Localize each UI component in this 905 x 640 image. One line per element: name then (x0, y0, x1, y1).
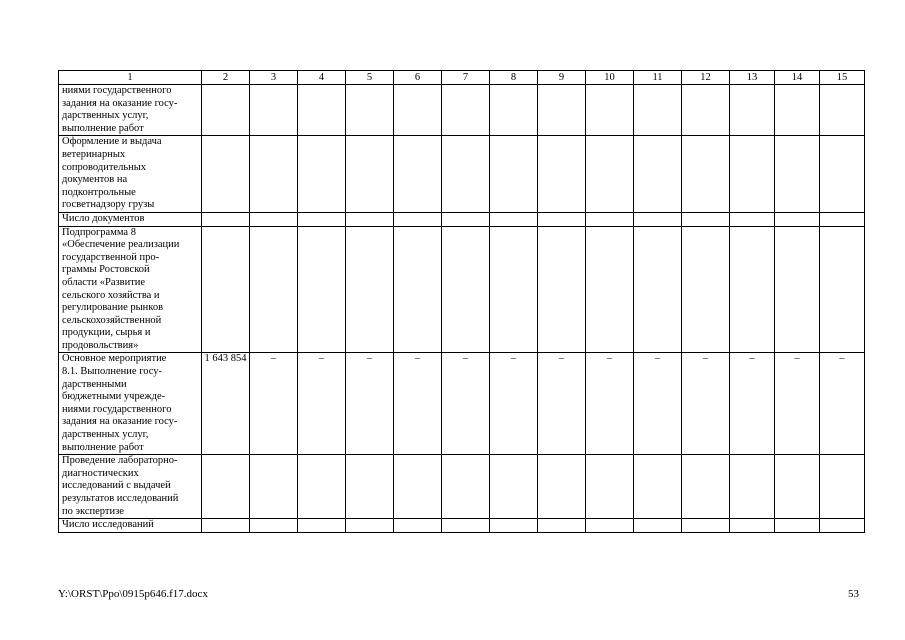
table-cell (298, 519, 346, 533)
table-cell (394, 85, 442, 136)
table-cell (538, 85, 586, 136)
table-cell (538, 212, 586, 226)
table-cell (775, 455, 820, 519)
column-header: 14 (775, 71, 820, 85)
column-header: 4 (298, 71, 346, 85)
row-label-line: сельскохозяйственной (62, 314, 162, 326)
column-header: 8 (490, 71, 538, 85)
row-label-line: 8.1. Выполнение госу- (62, 366, 163, 378)
row-label (59, 136, 202, 213)
table-cell (202, 226, 250, 353)
table-body (59, 85, 865, 533)
table-cell (394, 226, 442, 353)
table-cell (682, 455, 730, 519)
row-label-line: исследований с выдачей (62, 480, 171, 492)
row-label-line: дарственными (62, 378, 127, 390)
row-label-line: документов на (62, 174, 128, 186)
column-header: 15 (820, 71, 865, 85)
row-label (59, 519, 202, 533)
table-cell: – (346, 353, 394, 455)
table-cell (730, 519, 775, 533)
row-label-line: регулирование рынков (62, 302, 164, 314)
table-cell (730, 136, 775, 213)
table-cell (298, 136, 346, 213)
document-file-path: Y:\ORST\Ppo\0915p646.f17.docx (58, 588, 208, 600)
row-label-line: продукции, сырья и (62, 327, 151, 339)
table-cell (490, 136, 538, 213)
table-cell (202, 455, 250, 519)
column-header: 13 (730, 71, 775, 85)
table-cell (730, 226, 775, 353)
table-cell (682, 212, 730, 226)
table-cell (394, 136, 442, 213)
table-cell (346, 212, 394, 226)
table-cell: – (490, 353, 538, 455)
table-cell (634, 212, 682, 226)
table-row (59, 136, 865, 213)
table-cell (490, 212, 538, 226)
table-cell (820, 519, 865, 533)
table-cell (730, 85, 775, 136)
table-cell (346, 85, 394, 136)
table-cell: – (538, 353, 586, 455)
row-label-line: задания на оказание госу- (62, 97, 178, 109)
table-cell (586, 212, 634, 226)
table-cell (202, 519, 250, 533)
table-cell (538, 455, 586, 519)
table-cell (250, 212, 298, 226)
table-cell (634, 519, 682, 533)
table-cell (394, 212, 442, 226)
table-cell (250, 136, 298, 213)
row-label-line: «Обеспечение реализации (62, 239, 180, 251)
table-cell (775, 85, 820, 136)
table-cell (346, 226, 394, 353)
table-cell: – (394, 353, 442, 455)
table-cell (730, 455, 775, 519)
row-label-line: выполнение работ (62, 122, 144, 134)
table-cell (442, 212, 490, 226)
table-cell: – (775, 353, 820, 455)
row-label-line: продовольствия» (62, 339, 139, 351)
table-cell: – (586, 353, 634, 455)
table-cell (394, 519, 442, 533)
row-label-line: Оформление и выдача (62, 136, 162, 148)
table-cell (820, 136, 865, 213)
column-header: 12 (682, 71, 730, 85)
row-label-line: выполнение работ (62, 441, 144, 453)
table-cell (490, 226, 538, 353)
table-cell (202, 136, 250, 213)
table-cell (442, 136, 490, 213)
row-label (59, 85, 202, 136)
table-cell (346, 136, 394, 213)
column-header: 5 (346, 71, 394, 85)
table-cell (250, 455, 298, 519)
table-cell: – (730, 353, 775, 455)
table-cell (730, 212, 775, 226)
table-cell (682, 519, 730, 533)
table-cell (538, 226, 586, 353)
row-label-line: граммы Ростовской (62, 264, 150, 276)
header-row (59, 71, 865, 85)
row-label-line: диагностических (62, 467, 139, 479)
table-cell (250, 519, 298, 533)
row-label-line: результатов исследований (62, 493, 179, 504)
row-label-line: дарственных услуг, (62, 429, 149, 441)
table-row (59, 226, 865, 353)
row-label-line: задания на оказание госу- (62, 416, 178, 428)
column-header: 11 (634, 71, 682, 85)
table-row (59, 353, 865, 455)
table-cell (775, 212, 820, 226)
table-cell (634, 136, 682, 213)
table-cell (298, 85, 346, 136)
table-cell: – (634, 353, 682, 455)
row-label-line: Число документов (62, 212, 145, 224)
table-row (59, 519, 865, 533)
table-cell (442, 455, 490, 519)
row-label-line: ветеринарных (62, 148, 126, 160)
table-cell (490, 455, 538, 519)
row-label-line: госветнадзору грузы (62, 199, 155, 211)
table-cell (394, 455, 442, 519)
column-header: 1 (59, 71, 202, 85)
column-header: 9 (538, 71, 586, 85)
row-label-line: по экспертизе (62, 505, 124, 517)
table-cell (682, 136, 730, 213)
table-cell (250, 226, 298, 353)
table-cell (586, 136, 634, 213)
row-label (59, 226, 202, 353)
table-cell (820, 455, 865, 519)
table-cell (442, 226, 490, 353)
table-cell (820, 85, 865, 136)
table-cell: 1 643 854 (202, 353, 250, 455)
table-row (59, 212, 865, 226)
column-header: 6 (394, 71, 442, 85)
row-label-line: бюджетными учрежде- (62, 391, 166, 403)
table-cell (586, 85, 634, 136)
column-header: 7 (442, 71, 490, 85)
table-cell (538, 519, 586, 533)
row-label-line: ниями государственного (62, 85, 172, 96)
table-cell (442, 85, 490, 136)
row-label-line: сопроводительных (62, 161, 147, 173)
row-label-line: государственной про- (62, 251, 160, 263)
table-cell (682, 85, 730, 136)
table-cell: – (682, 353, 730, 455)
table-cell (250, 85, 298, 136)
table-cell (490, 85, 538, 136)
table-cell (298, 212, 346, 226)
table-cell (586, 226, 634, 353)
table-cell (820, 212, 865, 226)
row-label (59, 353, 202, 455)
table-cell (202, 85, 250, 136)
table-cell (538, 136, 586, 213)
row-label-line: сельского хозяйства и (62, 289, 160, 301)
table-row (59, 85, 865, 136)
table-cell: – (250, 353, 298, 455)
table-cell (346, 519, 394, 533)
table-cell (202, 212, 250, 226)
page-number: 53 (848, 588, 859, 600)
table-cell (298, 455, 346, 519)
table-cell (298, 226, 346, 353)
table-cell (586, 455, 634, 519)
row-label-line: дарственных услуг, (62, 110, 149, 122)
table-cell (682, 226, 730, 353)
table-cell (634, 226, 682, 353)
table-cell (346, 455, 394, 519)
table-cell (634, 85, 682, 136)
table-cell: – (298, 353, 346, 455)
table-cell (775, 136, 820, 213)
table-cell: – (820, 353, 865, 455)
row-label-line: Подпрограмма 8 (62, 226, 136, 238)
table-cell (775, 226, 820, 353)
table-cell (634, 455, 682, 519)
row-label (59, 212, 202, 226)
table-row (59, 455, 865, 519)
table-cell: – (442, 353, 490, 455)
row-label-line: Проведение лабораторно- (62, 455, 178, 467)
row-label (59, 455, 202, 519)
row-label-line: Число исследований (62, 519, 154, 531)
row-label-line: ниями государственного (62, 403, 172, 415)
data-table (58, 70, 865, 533)
table-cell (586, 519, 634, 533)
table-cell (442, 519, 490, 533)
row-label-line: области «Развитие (62, 276, 146, 288)
row-label-line: подконтрольные (62, 186, 136, 198)
column-header: 10 (586, 71, 634, 85)
row-label-line: Основное мероприятие (62, 353, 167, 365)
column-header: 3 (250, 71, 298, 85)
table-cell (775, 519, 820, 533)
column-header: 2 (202, 71, 250, 85)
table-cell (820, 226, 865, 353)
table-cell (490, 519, 538, 533)
